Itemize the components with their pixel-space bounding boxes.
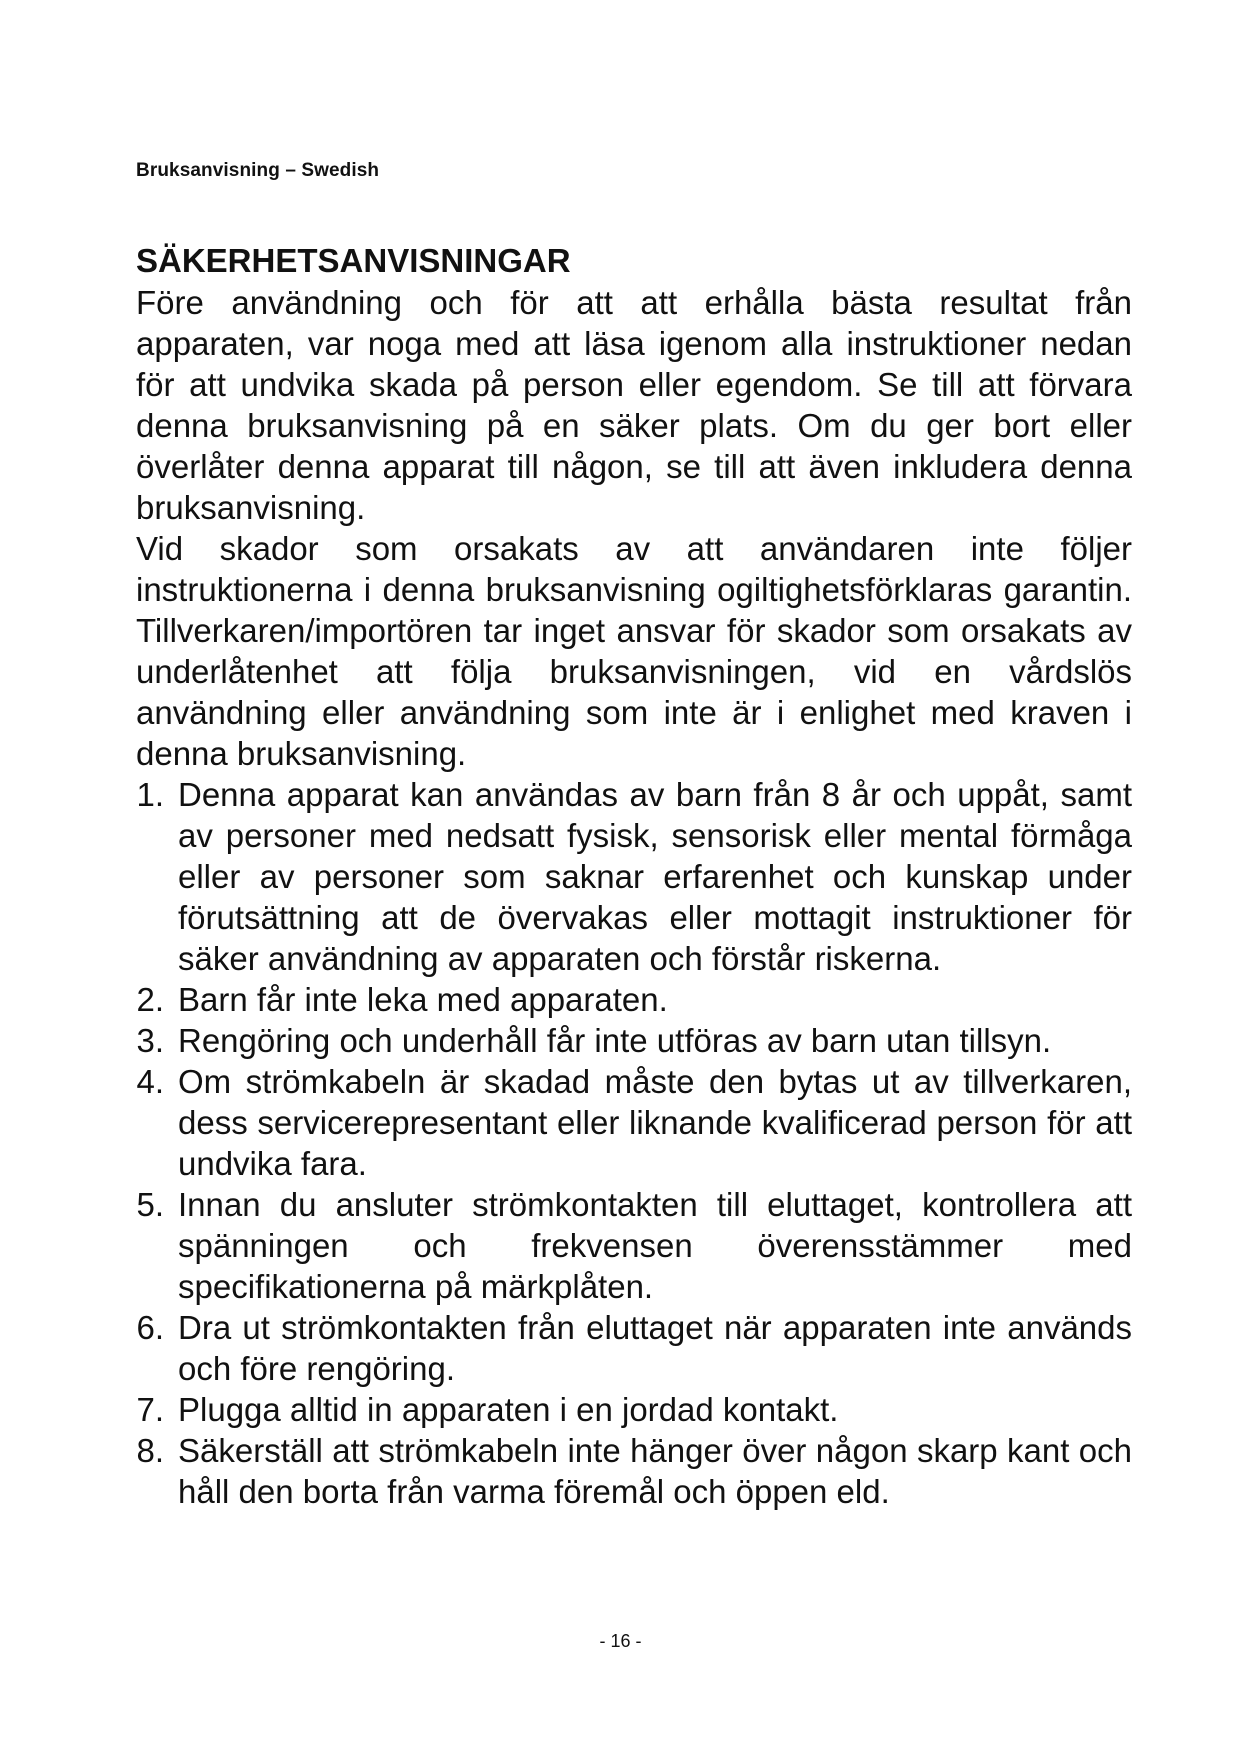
list-item-number: 6. [136, 1309, 164, 1346]
safety-section [136, 240, 1132, 1512]
list-item-number: 8. [136, 1432, 164, 1469]
safety-instructions-list [136, 774, 1132, 1512]
page-number: - 16 - [599, 1631, 642, 1651]
list-item-text: Innan du ansluter strömkontakten till eluttaget, kontrollera att spänningen och frekvensen överensstämmer med specifikationerna på märkplåten. [178, 1186, 1132, 1305]
list-item-text: Dra ut strömkontakten från eluttaget när apparaten inte används och före rengöring. [178, 1309, 1132, 1387]
section-title: SÄKERHETSANVISNINGAR [136, 242, 571, 279]
warranty-paragraph: Vid skador som orsakats av att användaren inte följer instruktionerna i denna bruksanvisning ogiltighetsförklaras garantin. Tillverkaren/importören tar inget ansvar för skador som orsakats av underlåtenhet att följa bruksanvisningen, vid en vårdslös användning eller användning som inte är i enlighet med kraven i denna bruksanvisning. [136, 530, 1132, 772]
list-item-text: Säkerställ att strömkabeln inte hänger över någon skarp kant och håll den borta från varma föremål och öppen eld. [178, 1432, 1132, 1510]
list-item-text: Rengöring och underhåll får inte utföras av barn utan tillsyn. [178, 1022, 1052, 1059]
list-item [136, 979, 1132, 1020]
list-item [136, 1307, 1132, 1389]
list-item-text: Barn får inte leka med apparaten. [178, 981, 668, 1018]
list-item [136, 774, 1132, 979]
list-item [136, 1430, 1132, 1512]
document-header: Bruksanvisning – Swedish [136, 160, 380, 181]
list-item-number: 4. [136, 1063, 164, 1100]
list-item-text: Plugga alltid in apparaten i en jordad kontakt. [178, 1391, 839, 1428]
list-item [136, 1061, 1132, 1184]
list-item-number: 5. [136, 1186, 164, 1223]
list-item-text: Om strömkabeln är skadad måste den bytas ut av tillverkaren, dess servicerepresentant eller liknande kvalificerad person för att undvika fara. [178, 1063, 1132, 1182]
list-item [136, 1184, 1132, 1307]
list-item-number: 2. [136, 981, 164, 1018]
list-item-number: 7. [136, 1391, 164, 1428]
list-item [136, 1020, 1132, 1061]
intro-paragraph: Före användning och för att att erhålla bästa resultat från apparaten, var noga med att läsa igenom alla instruktioner nedan för att undvika skada på person eller egendom. Se till att förvara denna bruksanvisning på en säker plats. Om du ger bort eller överlåter denna apparat till någon, se till att även inkludera denna bruksanvisning. [136, 284, 1132, 526]
list-item-text: Denna apparat kan användas av barn från 8 år och uppåt, samt av personer med nedsatt fysisk, sensorisk eller mental förmåga eller av personer som saknar erfarenhet och kunskap under förutsättning att de övervakas eller mottagit instruktioner för säker användning av apparaten och förstår riskerna. [178, 776, 1132, 977]
list-item [136, 1389, 1132, 1430]
list-item-number: 3. [136, 1022, 164, 1059]
list-item-number: 1. [136, 776, 164, 813]
